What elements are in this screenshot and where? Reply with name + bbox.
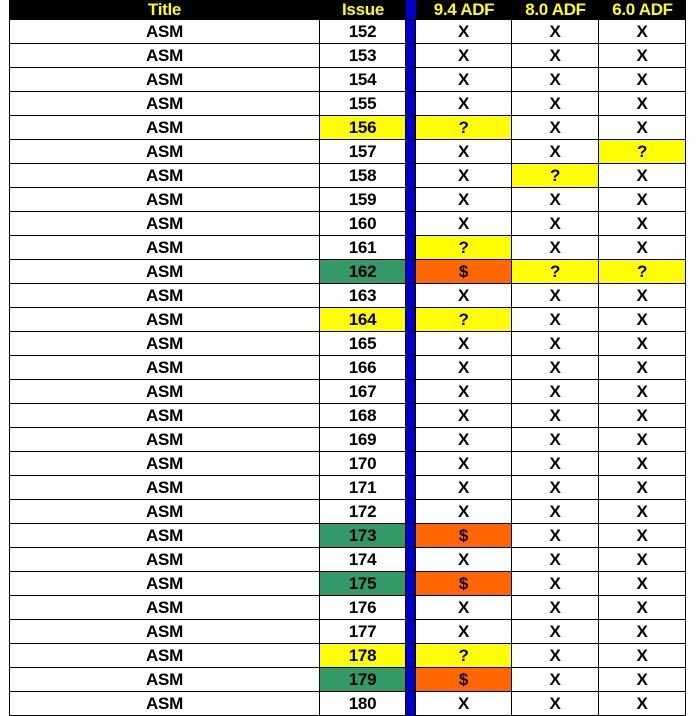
- column-separator: [406, 164, 416, 187]
- header-adf-6-0: 6.0 ADF: [612, 0, 673, 19]
- adf-8-0-cell: X: [512, 116, 599, 139]
- issue-cell: 175: [320, 572, 406, 595]
- table-row: [9, 260, 686, 284]
- adf-6-0-cell: X: [599, 668, 686, 691]
- adf-8-0-cell: X: [512, 356, 599, 379]
- column-separator: [406, 524, 416, 547]
- table-row: [9, 548, 686, 572]
- adf-9-4-cell: X: [416, 20, 512, 43]
- column-separator: [406, 0, 416, 19]
- column-separator: [406, 284, 416, 307]
- adf-8-0-cell: X: [512, 140, 599, 163]
- adf-6-0-cell: ?: [599, 140, 686, 163]
- adf-6-0-cell: X: [599, 620, 686, 643]
- column-separator: [406, 428, 416, 451]
- adf-6-0-cell: X: [599, 212, 686, 235]
- issue-cell: 158: [320, 164, 406, 187]
- column-separator: [406, 68, 416, 91]
- adf-6-0-cell: X: [599, 644, 686, 667]
- column-separator: [406, 476, 416, 499]
- adf-8-0-cell: X: [512, 380, 599, 403]
- adf-6-0-cell: X: [599, 356, 686, 379]
- title-cell: ASM: [9, 404, 320, 427]
- table-row: [9, 308, 686, 332]
- issue-cell: 157: [320, 140, 406, 163]
- adf-6-0-cell: X: [599, 92, 686, 115]
- adf-9-4-cell: X: [416, 692, 512, 715]
- column-separator: [406, 332, 416, 355]
- column-separator: [406, 116, 416, 139]
- adf-6-0-cell: X: [599, 188, 686, 211]
- adf-6-0-cell: X: [599, 596, 686, 619]
- table-row: [9, 284, 686, 308]
- title-cell: ASM: [9, 668, 320, 691]
- issue-cell: 178: [320, 644, 406, 667]
- table-row: [9, 236, 686, 260]
- adf-6-0-cell: X: [599, 332, 686, 355]
- adf-8-0-cell: X: [512, 428, 599, 451]
- table-body: [9, 20, 686, 716]
- column-separator: [406, 452, 416, 475]
- adf-9-4-cell: ?: [416, 308, 512, 331]
- adf-9-4-cell: X: [416, 404, 512, 427]
- title-cell: ASM: [9, 596, 320, 619]
- table-row: [9, 692, 686, 716]
- adf-8-0-cell: X: [512, 236, 599, 259]
- adf-8-0-cell: X: [512, 68, 599, 91]
- table-row: [9, 476, 686, 500]
- adf-9-4-cell: X: [416, 68, 512, 91]
- adf-6-0-cell: X: [599, 428, 686, 451]
- adf-6-0-cell: X: [599, 308, 686, 331]
- title-cell: ASM: [9, 68, 320, 91]
- column-separator: [406, 548, 416, 571]
- adf-6-0-cell: X: [599, 548, 686, 571]
- adf-9-4-cell: $: [416, 668, 512, 691]
- adf-6-0-cell: X: [599, 476, 686, 499]
- adf-6-0-cell: X: [599, 572, 686, 595]
- title-cell: ASM: [9, 164, 320, 187]
- issue-cell: 172: [320, 500, 406, 523]
- column-separator: [406, 212, 416, 235]
- title-cell: ASM: [9, 356, 320, 379]
- column-separator: [406, 236, 416, 259]
- adf-6-0-cell: X: [599, 404, 686, 427]
- issue-cell: 152: [320, 20, 406, 43]
- issue-cell: 177: [320, 620, 406, 643]
- adf-8-0-cell: X: [512, 44, 599, 67]
- title-cell: ASM: [9, 212, 320, 235]
- column-separator: [406, 668, 416, 691]
- adf-8-0-cell: X: [512, 308, 599, 331]
- adf-9-4-cell: X: [416, 44, 512, 67]
- column-separator: [406, 92, 416, 115]
- adf-9-4-cell: X: [416, 596, 512, 619]
- adf-6-0-cell: X: [599, 116, 686, 139]
- issue-cell: 153: [320, 44, 406, 67]
- adf-8-0-cell: X: [512, 188, 599, 211]
- table-row: [9, 428, 686, 452]
- adf-9-4-cell: X: [416, 620, 512, 643]
- adf-8-0-cell: X: [512, 452, 599, 475]
- adf-8-0-cell: X: [512, 524, 599, 547]
- title-cell: ASM: [9, 380, 320, 403]
- adf-8-0-cell: ?: [512, 260, 599, 283]
- adf-8-0-cell: X: [512, 548, 599, 571]
- adf-9-4-cell: X: [416, 476, 512, 499]
- title-cell: ASM: [9, 692, 320, 715]
- adf-9-4-cell: X: [416, 212, 512, 235]
- issue-cell: 164: [320, 308, 406, 331]
- issue-cell: 159: [320, 188, 406, 211]
- adf-6-0-cell: ?: [599, 260, 686, 283]
- title-cell: ASM: [9, 476, 320, 499]
- title-cell: ASM: [9, 572, 320, 595]
- adf-9-4-cell: X: [416, 356, 512, 379]
- adf-8-0-cell: X: [512, 332, 599, 355]
- table-row: [9, 116, 686, 140]
- adf-8-0-cell: ?: [512, 164, 599, 187]
- issue-cell: 154: [320, 68, 406, 91]
- title-cell: ASM: [9, 284, 320, 307]
- issue-cell: 156: [320, 116, 406, 139]
- table-row: [9, 524, 686, 548]
- table-row: [9, 68, 686, 92]
- issue-cell: 174: [320, 548, 406, 571]
- adf-6-0-cell: X: [599, 284, 686, 307]
- issue-cell: 168: [320, 404, 406, 427]
- adf-6-0-cell: X: [599, 44, 686, 67]
- column-separator: [406, 572, 416, 595]
- header-row: [9, 0, 686, 20]
- adf-9-4-cell: $: [416, 524, 512, 547]
- issue-cell: 163: [320, 284, 406, 307]
- adf-8-0-cell: X: [512, 668, 599, 691]
- table-row: [9, 500, 686, 524]
- adf-9-4-cell: X: [416, 284, 512, 307]
- table-row: [9, 20, 686, 44]
- table-row: [9, 668, 686, 692]
- title-cell: ASM: [9, 332, 320, 355]
- table-row: [9, 92, 686, 116]
- issue-cell: 180: [320, 692, 406, 715]
- adf-8-0-cell: X: [512, 644, 599, 667]
- adf-6-0-cell: X: [599, 20, 686, 43]
- adf-8-0-cell: X: [512, 404, 599, 427]
- adf-8-0-cell: X: [512, 692, 599, 715]
- adf-9-4-cell: X: [416, 380, 512, 403]
- column-separator: [406, 644, 416, 667]
- column-separator: [406, 260, 416, 283]
- title-cell: ASM: [9, 428, 320, 451]
- adf-6-0-cell: X: [599, 524, 686, 547]
- table-row: [9, 44, 686, 68]
- column-separator: [406, 596, 416, 619]
- adf-9-4-cell: X: [416, 500, 512, 523]
- issue-cell: 165: [320, 332, 406, 355]
- column-separator: [406, 44, 416, 67]
- table-row: [9, 596, 686, 620]
- adf-9-4-cell: X: [416, 164, 512, 187]
- title-cell: ASM: [9, 20, 320, 43]
- header-title: Title: [147, 0, 182, 19]
- issue-cell: 171: [320, 476, 406, 499]
- title-cell: ASM: [9, 92, 320, 115]
- issue-cell: 155: [320, 92, 406, 115]
- column-separator: [406, 20, 416, 43]
- adf-8-0-cell: X: [512, 620, 599, 643]
- table-row: [9, 452, 686, 476]
- column-separator: [406, 620, 416, 643]
- title-cell: ASM: [9, 644, 320, 667]
- column-separator: [406, 404, 416, 427]
- title-cell: ASM: [9, 308, 320, 331]
- title-cell: ASM: [9, 500, 320, 523]
- column-separator: [406, 188, 416, 211]
- column-separator: [406, 356, 416, 379]
- table-row: [9, 380, 686, 404]
- table-row: [9, 140, 686, 164]
- table-row: [9, 212, 686, 236]
- adf-8-0-cell: X: [512, 500, 599, 523]
- adf-8-0-cell: X: [512, 596, 599, 619]
- adf-6-0-cell: X: [599, 692, 686, 715]
- adf-8-0-cell: X: [512, 20, 599, 43]
- table-row: [9, 572, 686, 596]
- adf-9-4-cell: ?: [416, 644, 512, 667]
- title-cell: ASM: [9, 140, 320, 163]
- adf-9-4-cell: $: [416, 572, 512, 595]
- issue-cell: 166: [320, 356, 406, 379]
- adf-6-0-cell: X: [599, 68, 686, 91]
- issue-cell: 160: [320, 212, 406, 235]
- table-row: [9, 404, 686, 428]
- adf-9-4-cell: ?: [416, 116, 512, 139]
- title-cell: ASM: [9, 116, 320, 139]
- header-adf-9-4: 9.4 ADF: [433, 0, 495, 19]
- adf-8-0-cell: X: [512, 284, 599, 307]
- adf-9-4-cell: X: [416, 140, 512, 163]
- adf-6-0-cell: X: [599, 164, 686, 187]
- issue-cell: 176: [320, 596, 406, 619]
- adf-9-4-cell: ?: [416, 236, 512, 259]
- adf-8-0-cell: X: [512, 476, 599, 499]
- adf-9-4-cell: X: [416, 428, 512, 451]
- table-row: [9, 620, 686, 644]
- adf-8-0-cell: X: [512, 212, 599, 235]
- column-separator: [406, 692, 416, 715]
- comic-checklist-table: [9, 0, 686, 716]
- title-cell: ASM: [9, 236, 320, 259]
- adf-6-0-cell: X: [599, 500, 686, 523]
- issue-cell: 167: [320, 380, 406, 403]
- adf-9-4-cell: X: [416, 548, 512, 571]
- table-row: [9, 356, 686, 380]
- column-separator: [406, 380, 416, 403]
- adf-9-4-cell: X: [416, 452, 512, 475]
- issue-cell: 161: [320, 236, 406, 259]
- table-row: [9, 332, 686, 356]
- title-cell: ASM: [9, 260, 320, 283]
- title-cell: ASM: [9, 620, 320, 643]
- adf-9-4-cell: X: [416, 92, 512, 115]
- column-separator: [406, 308, 416, 331]
- adf-9-4-cell: $: [416, 260, 512, 283]
- adf-6-0-cell: X: [599, 452, 686, 475]
- issue-cell: 162: [320, 260, 406, 283]
- adf-6-0-cell: X: [599, 236, 686, 259]
- issue-cell: 173: [320, 524, 406, 547]
- issue-cell: 170: [320, 452, 406, 475]
- issue-cell: 169: [320, 428, 406, 451]
- column-separator: [406, 140, 416, 163]
- title-cell: ASM: [9, 548, 320, 571]
- adf-6-0-cell: X: [599, 380, 686, 403]
- header-adf-8-0: 8.0 ADF: [525, 0, 586, 19]
- adf-8-0-cell: X: [512, 92, 599, 115]
- title-cell: ASM: [9, 524, 320, 547]
- adf-9-4-cell: X: [416, 188, 512, 211]
- table-row: [9, 188, 686, 212]
- table-row: [9, 644, 686, 668]
- title-cell: ASM: [9, 188, 320, 211]
- title-cell: ASM: [9, 44, 320, 67]
- header-issue: Issue: [342, 0, 384, 19]
- adf-8-0-cell: X: [512, 572, 599, 595]
- adf-9-4-cell: X: [416, 332, 512, 355]
- table-row: [9, 164, 686, 188]
- column-separator: [406, 500, 416, 523]
- issue-cell: 179: [320, 668, 406, 691]
- title-cell: ASM: [9, 452, 320, 475]
